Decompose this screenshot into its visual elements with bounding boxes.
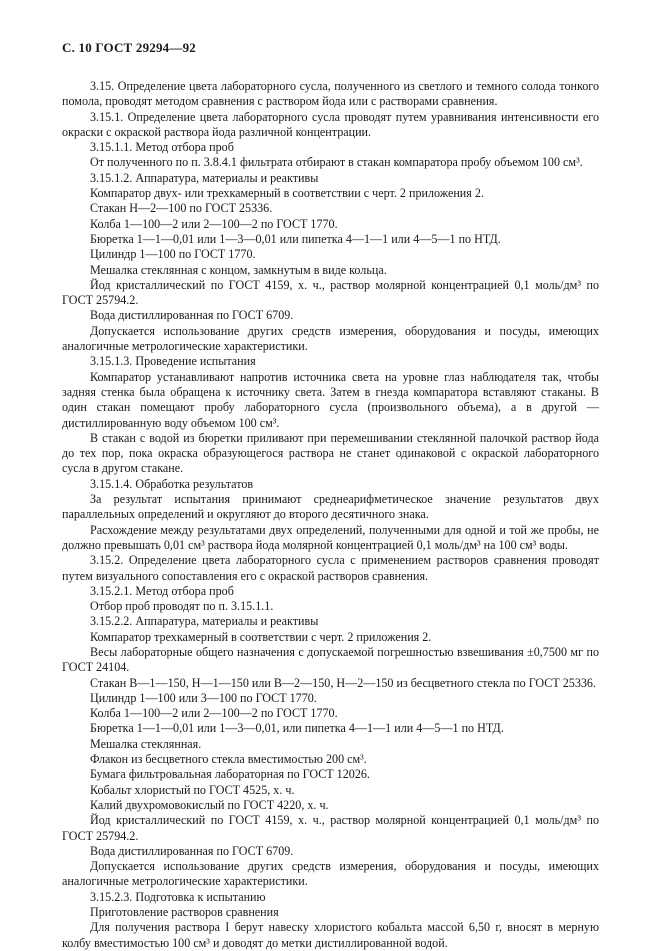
paragraph: Допускается использование других средств измерения, оборудования и посуды, имеющих аналогичные метрологические характеристики. [62,859,599,889]
paragraph: От полученного по п. 3.8.4.1 фильтрата отбирают в стакан компаратора пробу объемом 100 см³. [90,155,583,170]
paragraph: Отбор проб проводят по п. 3.15.1.1. [90,599,274,614]
paragraph: Расхождение между результатами двух определений, полученными для одной и той же пробы, не должно превышать 0,01 см³ раствора йода молярной концентрацией 0,1 моль/дм³ на 100 см³ воды. [62,522,599,552]
paragraph: Стакан Н—2—100 по ГОСТ 25336. [90,201,273,216]
paragraph: Калий двухромовокислый по ГОСТ 4220, х. ч. [90,797,329,812]
paragraph: Йод кристаллический по ГОСТ 4159, х. ч., раствор молярной концентрацией 0,1 моль/дм³ по ГОСТ 25794.2. [62,277,599,308]
paragraph: Мешалка стеклянная. [90,736,202,751]
paragraph: Допускается использование других средств измерения, оборудования и посуды, имеющих аналогичные метрологические характеристики. [62,323,599,354]
paragraph: Флакон из бесцветного стекла вместимостью 200 см³. [90,752,367,767]
paragraph: Вода дистиллированная по ГОСТ 6709. [90,843,294,858]
section-heading: 3.15.2.1. Метод отбора проб [90,583,234,598]
paragraph: 3.15.2. Определение цвета лабораторного сусла с применением растворов сравнения проводят путем визуального сопоставления его с окраской растворов сравнения. [62,553,599,583]
paragraph: Бюретка 1—1—0,01 или 1—3—0,01, или пипетка 4—1—1 или 4—5—1 по НТД. [90,721,504,736]
paragraph: В стакан с водой из бюретки приливают при перемешивании стеклянной палочкой раствор йода до тех пор, пока окраска образующегося раствора не станет одинаковой с окраской лабораторного сусла в другом стакане. [62,430,599,476]
paragraph: Йод кристаллический по ГОСТ 4159, х. ч., раствор молярной концентрацией 0,1 моль/дм³ по ГОСТ 25794.2. [62,813,599,843]
paragraph: Компаратор трехкамерный в соответствии с черт. 2 приложения 2. [90,629,432,644]
paragraph: Стакан В—1—150, Н—1—150 или В—2—150, Н—2—150 из бесцветного стекла по ГОСТ 25336. [90,675,596,690]
page-header: С. 10 ГОСТ 29294—92 [62,40,196,55]
section-heading: 3.15.1.2. Аппаратура, материалы и реактивы [90,170,319,185]
paragraph: Кобальт хлористый по ГОСТ 4525, х. ч. [90,782,295,797]
section-heading: 3.15.2.2. Аппаратура, материалы и реактивы [90,614,319,629]
section-heading: 3.15.1.1. Метод отбора проб [90,140,234,155]
paragraph: 3.15. Определение цвета лабораторного сусла, полученного из светлого и темного солода тонкого помола, проводят методом сравнения с раствором йода или с растворами сравнения. [62,79,599,109]
paragraph: Компаратор двух- или трехкамерный в соответствии с черт. 2 приложения 2. [90,186,484,201]
section-heading: 3.15.1.3. Проведение испытания [90,354,256,369]
section-heading: 3.15.1.4. Обработка результатов [90,476,254,491]
paragraph: Мешалка стеклянная с концом, замкнутым в виде кольца. [90,262,387,277]
paragraph: Бюретка 1—1—0,01 или 1—3—0,01 или пипетка 4—1—1 или 4—5—1 по НТД. [90,231,501,246]
paragraph: Вода дистиллированная по ГОСТ 6709. [90,308,294,323]
paragraph: Колба 1—100—2 или 2—100—2 по ГОСТ 1770. [90,706,338,721]
paragraph: Бумага фильтровальная лабораторная по ГОСТ 12026. [90,767,370,782]
paragraph: 3.15.1. Определение цвета лабораторного сусла проводят путем уравнивания интенсивности его окраски с окраской раствора йода различной концентрации. [62,109,599,139]
paragraph: Цилиндр 1—100 по ГОСТ 1770. [90,247,256,262]
section-heading: 3.15.2.3. Подготовка к испытанию [90,889,266,904]
paragraph: Для получения раствора I берут навеску хлористого кобальта массой 6,50 г, вносят в мерную колбу вместимостью 100 см³ и доводят до метки дистиллированной водой. [62,920,599,950]
document-body [62,79,599,951]
paragraph: За результат испытания принимают среднеарифметическое значение результатов двух параллельных определений и округляют до второго десятичного знака. [62,492,599,522]
paragraph: Цилиндр 1—100 или 3—100 по ГОСТ 1770. [90,690,317,705]
paragraph: Приготовление растворов сравнения [90,905,279,920]
paragraph: Весы лабораторные общего назначения с допускаемой погрешностью взвешивания ±0,7500 мг по ГОСТ 24104. [62,644,599,675]
paragraph: Колба 1—100—2 или 2—100—2 по ГОСТ 1770. [90,216,338,231]
paragraph: Компаратор устанавливают напротив источника света на уровне глаз наблюдателя так, чтобы задняя стенка была обращена к источнику света. Затем в гнезда компаратора вставляют стаканы. В один стакан помещают пробу лабораторного сусла (произвольного объема), а в другой — дистиллированную воду объемом 100 см³. [62,369,599,430]
